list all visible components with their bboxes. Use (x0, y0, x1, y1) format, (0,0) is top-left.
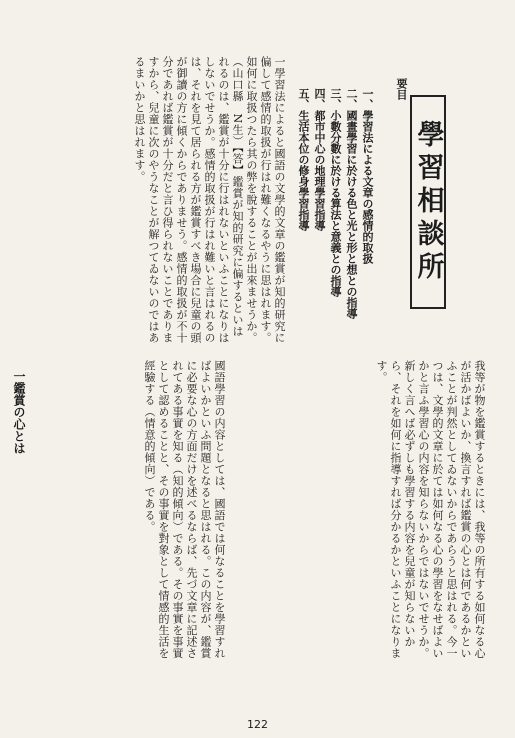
toc-item-2: 二、國畫學習に於ける色と光と形と想との指導 (345, 88, 358, 319)
summary-label: 要目 (395, 78, 408, 100)
section-heading: 一鑑賞の心とは (12, 370, 26, 454)
table-of-contents (297, 88, 374, 346)
column-title: 學習相談所 (410, 95, 446, 309)
page-number: 122 (247, 718, 268, 731)
toc-item-3: 三、小數分數に於ける算法と意義との指導 (329, 88, 342, 297)
toc-item-4: 四、都市中心の地理學習指導 (313, 88, 326, 231)
answer-middle-text: 國語學習の内容としては、國語では何なることを學習すればよいかといふ問題となると思はれる。この内容が、鑑賞に必要な心の方面だけを述べるならば、先づ文章に記述されてある事實を知る（知的傾向）である。その事實を事實として認めることと、その事實を對象として情感的生活を經驗する（情意的傾向）である。 (143, 360, 226, 659)
answer-continuation-text: 我等が物を鑑賞するときには、我等の所有する如何なる心が活かばよいか、換言すれば鑑賞の心とは何であるかといふことが判然としてゐないからであらうと思はれる。今一つは、文學的文章に於ては如何なる心の學習をなせばよいかと言ふ學習心の内容を知らないからではないでせうか。新しく言へば必ずしも學習する内容を兒童が知らないから、それを如何に指導すれば分かるかといふことになります。 (375, 360, 486, 659)
question-and-answer-text: 一學習法によると國語の文學的文章の鑑賞が知的研究に偏して感情的取扱が行はれ難くなるやうに思はれます。如何に取扱つたら其の弊を脫することが出來ませうか。（山口縣 N生）【答】鑑賞が知的研究に偏するといはれるのは、鑑賞が十分に行はれないといふことになりはしないでせうか。感情的取扱が行はれ難いと言はれるのは、それを見て居られる方が鑑賞すべき場合に兒童の頭が御讀の方に傾くからでありませう。感情的取扱が不十分であれば鑑賞が十分だと言ひ得られないことでありますから、兒童に次のやうなことが解つてゐないのではあるまいかと思はれます。 (133, 56, 286, 344)
toc-item-5: 五、生活本位の修身學習指導 (297, 88, 310, 231)
toc-item-1: 一、學習法による文章の感情的取扱 (361, 88, 374, 264)
